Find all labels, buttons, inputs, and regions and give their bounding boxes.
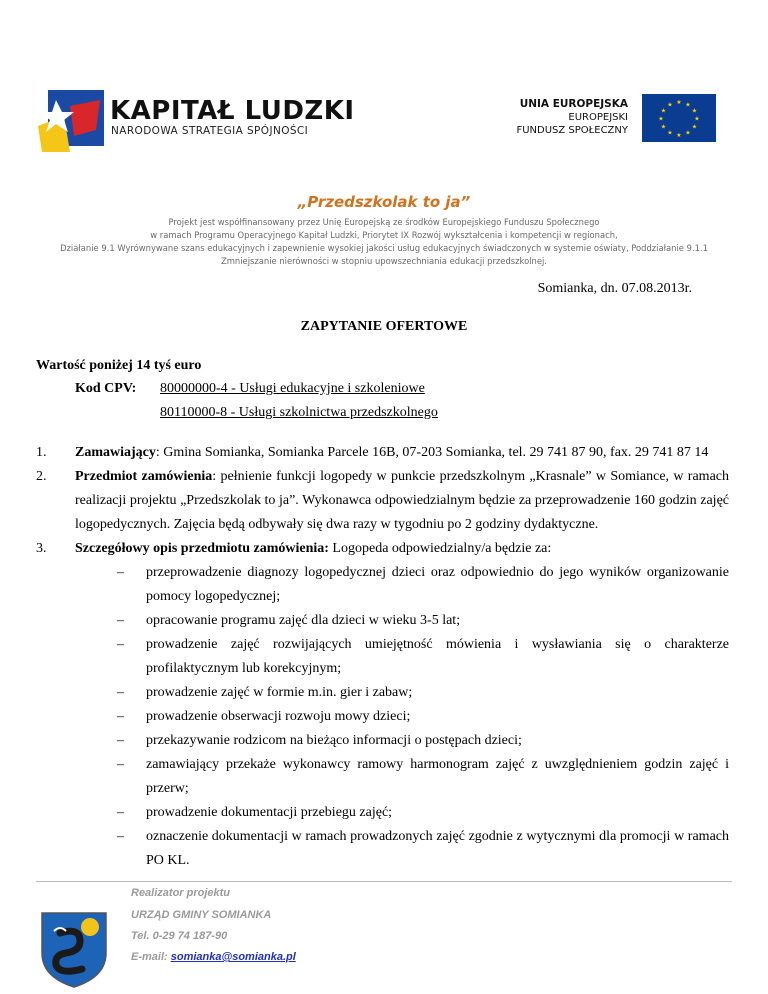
item-number: 1. <box>36 445 47 460</box>
footer-office-name: URZĄD GMINY SOMIANKA <box>131 909 272 921</box>
bullet-dash: – <box>117 829 124 844</box>
somianka-crest-icon <box>36 903 112 989</box>
list-item: przekazywanie rodzicom na bieżąco informacji o postępach dzieci; <box>146 733 522 748</box>
kapital-ludzki-logo-icon <box>34 86 109 156</box>
footer-divider <box>36 881 732 882</box>
email-link[interactable]: somianka@somianka.pl <box>170 951 296 963</box>
list-item: prowadzenie zajęć rozwijających umiejętność mówienia i wysławiania się o charakterze profilaktycznym lub korekcyjnym; <box>146 637 729 676</box>
project-info-line: Działanie 9.1 Wyrównywane szans edukacyjnych i zapewnienie wysokiej jakości usług edukacyjnych świadczonych w systemie oświaty, Poddziałanie 9.1.1 <box>60 243 708 253</box>
list-item: prowadzenie dokumentacji przebiegu zajęć; <box>146 805 393 820</box>
footer-email-label: E-mail: <box>131 951 171 963</box>
svg-text:★: ★ <box>691 107 698 115</box>
bullet-dash: – <box>117 709 124 724</box>
item-heading: Szczegółowy opis przedmiotu zamówienia: <box>75 541 329 556</box>
kapital-ludzki-subtitle: NARODOWA STRATEGIA SPÓJNOŚCI <box>111 125 309 137</box>
svg-text:★: ★ <box>676 99 682 106</box>
document-title: ZAPYTANIE OFERTOWE <box>300 319 468 334</box>
cpv-label: Kod CPV: <box>75 381 137 396</box>
list-item: prowadzenie zajęć w formie m.in. gier i zabaw; <box>146 685 413 700</box>
svg-text:★: ★ <box>660 123 667 131</box>
value-note: Wartość poniżej 14 tyś euro <box>36 358 202 373</box>
item-heading: Zamawiający <box>75 445 156 460</box>
item-text: Logopeda odpowiedzialny/a będzie za: <box>328 541 552 556</box>
svg-text:★: ★ <box>658 115 664 123</box>
project-info-line: w ramach Programu Operacyjnego Kapitał Ludzki, Priorytet IX Rozwój wykształcenia i kompetencji w regionach, <box>150 230 618 240</box>
svg-text:★: ★ <box>685 101 691 109</box>
svg-text:★: ★ <box>660 107 667 115</box>
item-subject <box>75 465 729 537</box>
bullet-dash: – <box>117 637 124 652</box>
bullet-dash: – <box>117 565 124 580</box>
item-heading: Przedmiot zamówienia <box>75 469 213 484</box>
project-info-line: Zmniejszanie nierówności w stopniu upowszechniania edukacji przedszkolnej. <box>221 256 547 266</box>
kapital-ludzki-title: KAPITAŁ LUDZKI <box>110 96 355 126</box>
bullet-dash: – <box>117 733 124 748</box>
list-item: prowadzenie obserwacji rozwoju mowy dzieci; <box>146 709 411 724</box>
cpv-code: 80000000-4 - Usługi edukacyjne i szkoleniowe <box>160 381 425 396</box>
svg-text:★: ★ <box>691 123 698 131</box>
bullet-dash: – <box>117 685 124 700</box>
eu-fund-line1: EUROPEJSKI <box>568 112 628 123</box>
bullet-dash: – <box>117 613 124 628</box>
bullet-dash: – <box>117 805 124 820</box>
eu-label <box>516 98 628 137</box>
project-info-line: Projekt jest współfinansowany przez Unię Europejską ze środków Europejskiego Funduszu Społecznego <box>168 217 600 227</box>
svg-text:★: ★ <box>667 101 673 109</box>
item-description <box>75 537 729 561</box>
eu-flag-icon <box>642 94 716 142</box>
bullet-dash: – <box>117 757 124 772</box>
footer-phone: Tel. 0-29 74 187-90 <box>131 930 228 942</box>
footer-implementer-label: Realizator projektu <box>131 887 231 899</box>
place-date: Somianka, dn. 07.08.2013r. <box>537 281 692 296</box>
eu-fund-line2: FUNDUSZ SPOŁECZNY <box>516 125 628 136</box>
item-text: : Gmina Somianka, Somianka Parcele 16B, 07-203 Somianka, tel. 29 741 87 90, fax. 29 741 87 14 <box>155 445 709 460</box>
project-title: „Przedszkolak to ja” <box>297 193 471 211</box>
svg-text:★: ★ <box>685 129 691 137</box>
list-item: zamawiający przekaże wykonawcy ramowy harmonogram zajęć z uwzględnieniem godzin zajęć i przerw; <box>146 757 729 796</box>
item-number: 2. <box>36 469 47 484</box>
eu-union-label: UNIA EUROPEJSKA <box>519 98 628 110</box>
svg-text:★: ★ <box>667 129 673 137</box>
svg-text:★: ★ <box>676 132 682 139</box>
list-item: opracowanie programu zajęć dla dzieci w wieku 3-5 lat; <box>146 613 461 628</box>
item-text: : pełnienie funkcji logopedy w punkcie przedszkolnym „Krasnale” w Somiance, w ramach realizacji projektu „Przedszkolak to ja”. Wykonawca odpowiedzialnym będzie za przeprowadzenie 160 godzin zajęć logopedycznych. Zajęcia będą odbywały się dwa razy w tygodniu po 2 godziny dydaktyczne. <box>75 469 729 532</box>
list-item: oznaczenie dokumentacji w ramach prowadzonych zajęć zgodnie z wytycznymi dla promocji w ramach PO KL. <box>146 829 729 868</box>
svg-text:★: ★ <box>694 115 700 123</box>
list-item: przeprowadzenie diagnozy logopedycznej dzieci oraz odpowiednio do jego wyników organizowanie pomocy logopedycznej; <box>146 565 729 604</box>
cpv-code: 80110000-8 - Usługi szkolnictwa przedszkolnego <box>160 405 438 420</box>
item-ordering-party <box>75 441 729 465</box>
item-number: 3. <box>36 541 47 556</box>
footer-email <box>131 951 296 963</box>
